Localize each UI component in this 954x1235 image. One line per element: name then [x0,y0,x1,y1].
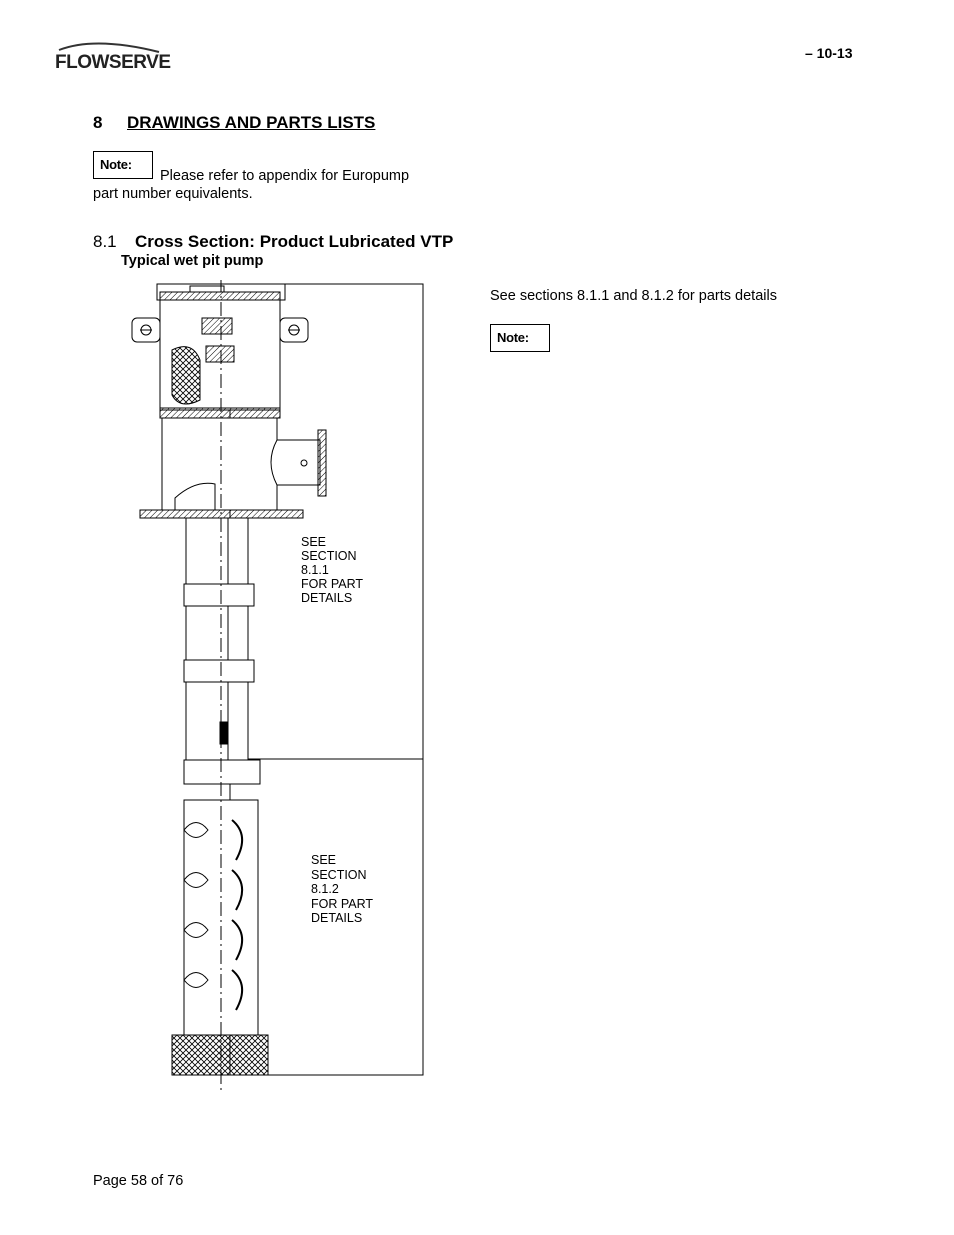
note-box: Note: [93,151,153,179]
section-title: DRAWINGS AND PARTS LISTS [127,113,376,132]
callout-upper [301,535,363,605]
figure-caption: Typical wet pit pump [121,253,264,269]
logo-text: FLOWSERVE [55,52,171,73]
callout-lower-line: SECTION [311,867,367,882]
callout-lower-line: 8.1.2 [311,882,339,896]
flowserve-logo [55,38,171,80]
callout-lower-line: DETAILS [311,911,363,925]
pump-drawing-svg [130,280,430,1095]
pump-cross-section-drawing [130,280,430,1095]
note-text-line1: Please refer to appendix for Europump [160,168,410,184]
callout-lower-line: SEE [311,853,337,867]
callout-upper-line: SECTION [301,549,357,563]
page-code: – 10-13 [805,45,853,61]
callout-upper-line: FOR PART [301,577,364,591]
note-text-line2: part number equivalents. [93,186,253,202]
callout-upper-line: DETAILS [301,591,353,605]
callout-lower [311,853,373,926]
section-number: 8 [93,113,103,132]
callout-upper-line: SEE [301,535,327,549]
section-heading [93,113,375,133]
callout-lower-line: FOR PART [311,896,374,911]
subsection-title: Cross Section: Product Lubricated VTP [135,232,454,251]
note-box-2: Note: [490,324,550,352]
subsection-heading [93,232,453,252]
parts-reference-text: See sections 8.1.1 and 8.1.2 for parts details [490,288,777,304]
page-footer: Page 58 of 76 [93,1173,184,1189]
subsection-number: 8.1 [93,232,117,251]
callout-upper-line: 8.1.1 [301,563,329,577]
